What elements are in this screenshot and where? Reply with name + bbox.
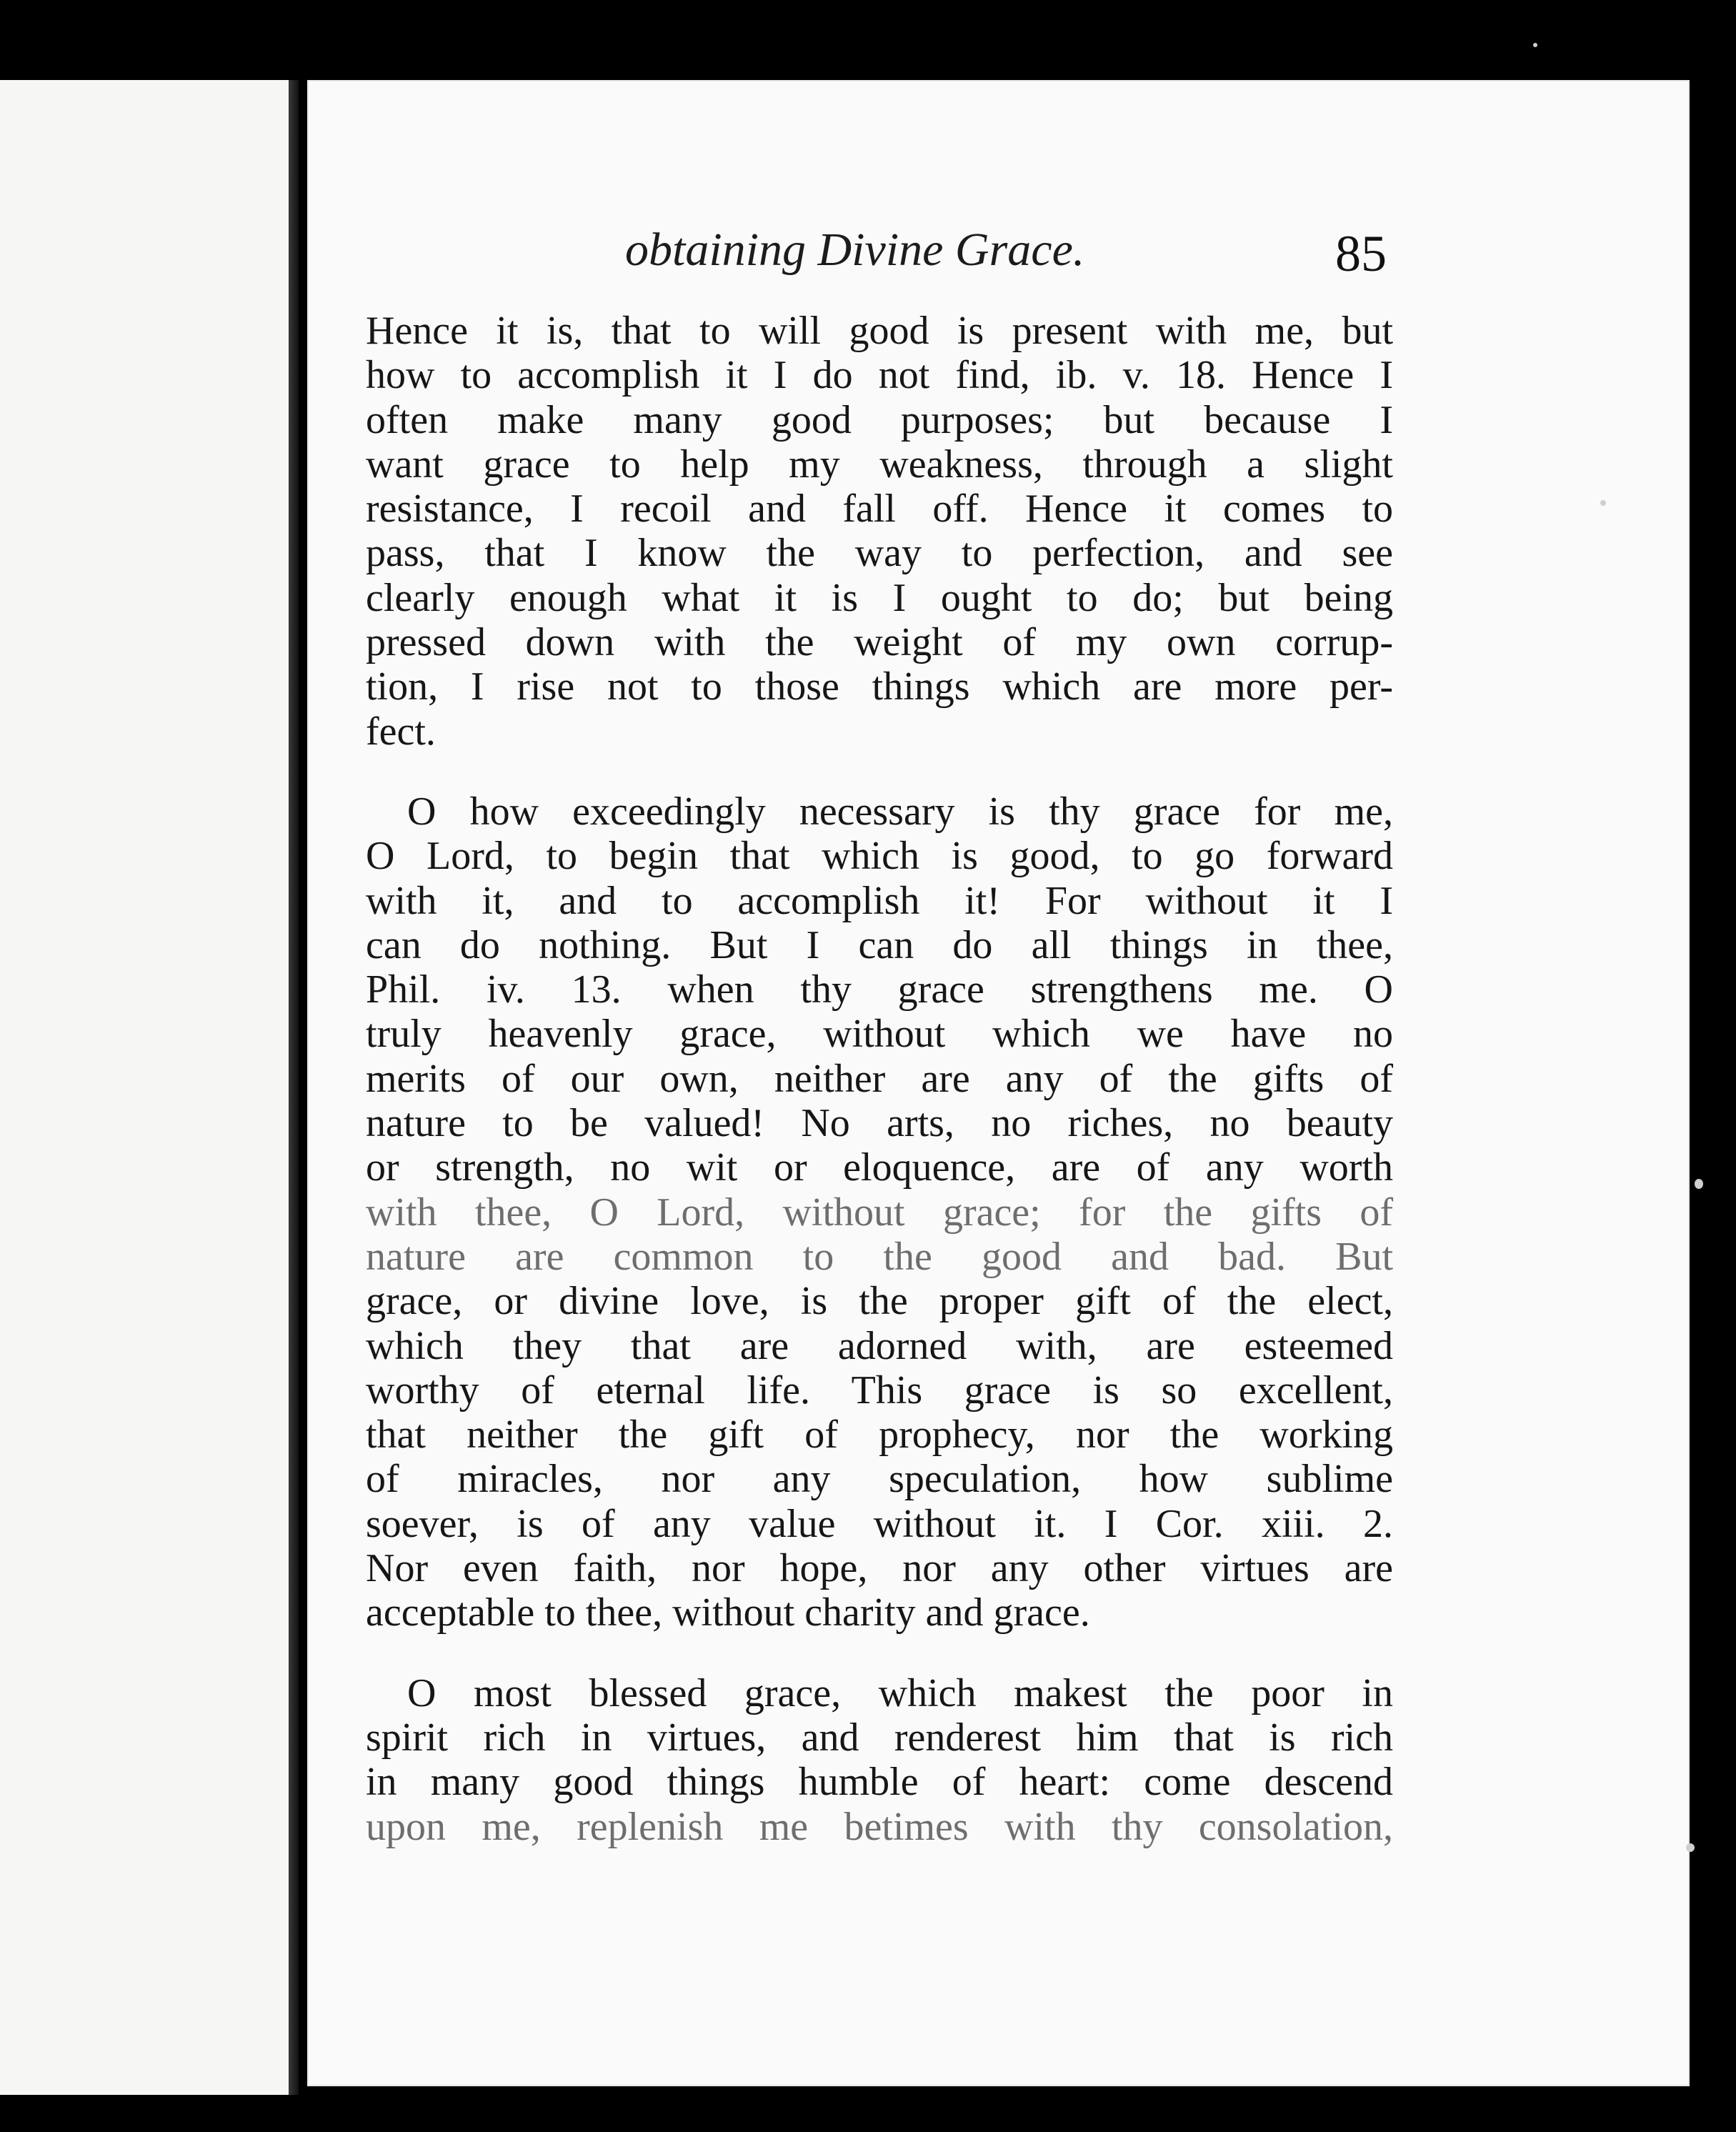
text-line: want grace to help my weakness, through a slight	[366, 442, 1393, 487]
page-body	[366, 309, 1393, 1849]
text-line: of miracles, nor any speculation, how sublime	[366, 1457, 1393, 1502]
running-title: obtaining Divine Grace.	[625, 224, 1085, 276]
text-line: Hence it is, that to will good is present with me, but	[366, 309, 1393, 353]
text-line: merits of our own, neither are any of the gifts of	[366, 1056, 1393, 1101]
text-line: O most blessed grace, which makest the poor in	[407, 1670, 1393, 1715]
text-line: which they that are adorned with, are esteemed	[366, 1323, 1393, 1368]
text-line: fect.	[366, 709, 436, 754]
text-line: O Lord, to begin that which is good, to go forward	[366, 834, 1393, 879]
text-line: how to accomplish it I do not find, ib. v. 18. Hence I	[366, 353, 1393, 398]
text-line: pressed down with the weight of my own corrup-	[366, 620, 1393, 665]
text-line: O how exceedingly necessary is thy grace for me,	[407, 789, 1393, 834]
text-line: with thee, O Lord, without grace; for the gifts of	[366, 1190, 1393, 1235]
book-page	[307, 80, 1690, 2086]
text-line: Nor even faith, nor hope, nor any other virtues are	[366, 1546, 1393, 1591]
text-line: soever, is of any value without it. I Cor. xiii. 2.	[366, 1501, 1393, 1546]
text-line: clearly enough what it is I ought to do; but being	[366, 575, 1393, 620]
text-line: grace, or divine love, is the proper gift of the elect,	[366, 1279, 1393, 1324]
text-line: or strength, no wit or eloquence, are of any worth	[366, 1145, 1393, 1190]
text-line: acceptable to thee, without charity and grace.	[366, 1590, 1090, 1635]
page-gutter	[289, 80, 299, 2095]
text-line: Phil. iv. 13. when thy grace strengthens me. O	[366, 967, 1393, 1012]
scan-speck	[1686, 1843, 1695, 1852]
scan-speck	[1695, 1179, 1703, 1189]
page-number: 85	[1335, 225, 1387, 282]
text-line: upon me, replenish me betimes with thy consolation,	[366, 1804, 1393, 1849]
text-line: pass, that I know the way to perfection, and see	[366, 531, 1393, 576]
text-line: worthy of eternal life. This grace is so excellent,	[366, 1368, 1393, 1413]
text-line: truly heavenly grace, without which we have no	[366, 1012, 1393, 1057]
left-facing-page	[0, 80, 293, 2095]
scan-speck	[1600, 500, 1606, 506]
text-line: spirit rich in virtues, and renderest him that is rich	[366, 1715, 1393, 1760]
text-line: nature are common to the good and bad. But	[366, 1234, 1393, 1279]
text-line: tion, I rise not to those things which are more per-	[366, 664, 1393, 709]
text-line: with it, and to accomplish it! For without it I	[366, 878, 1393, 923]
text-line: that neither the gift of prophecy, nor the working	[366, 1413, 1393, 1458]
text-line: often make many good purposes; but because I	[366, 397, 1393, 442]
text-line: can do nothing. But I can do all things in thee,	[366, 922, 1393, 967]
text-line: in many good things humble of heart: come descend	[366, 1760, 1393, 1805]
text-line: resistance, I recoil and fall off. Hence it comes to	[366, 487, 1393, 532]
text-line: nature to be valued! No arts, no riches, no beauty	[366, 1101, 1393, 1146]
running-head	[625, 223, 1411, 287]
scan-speck	[1533, 43, 1537, 47]
